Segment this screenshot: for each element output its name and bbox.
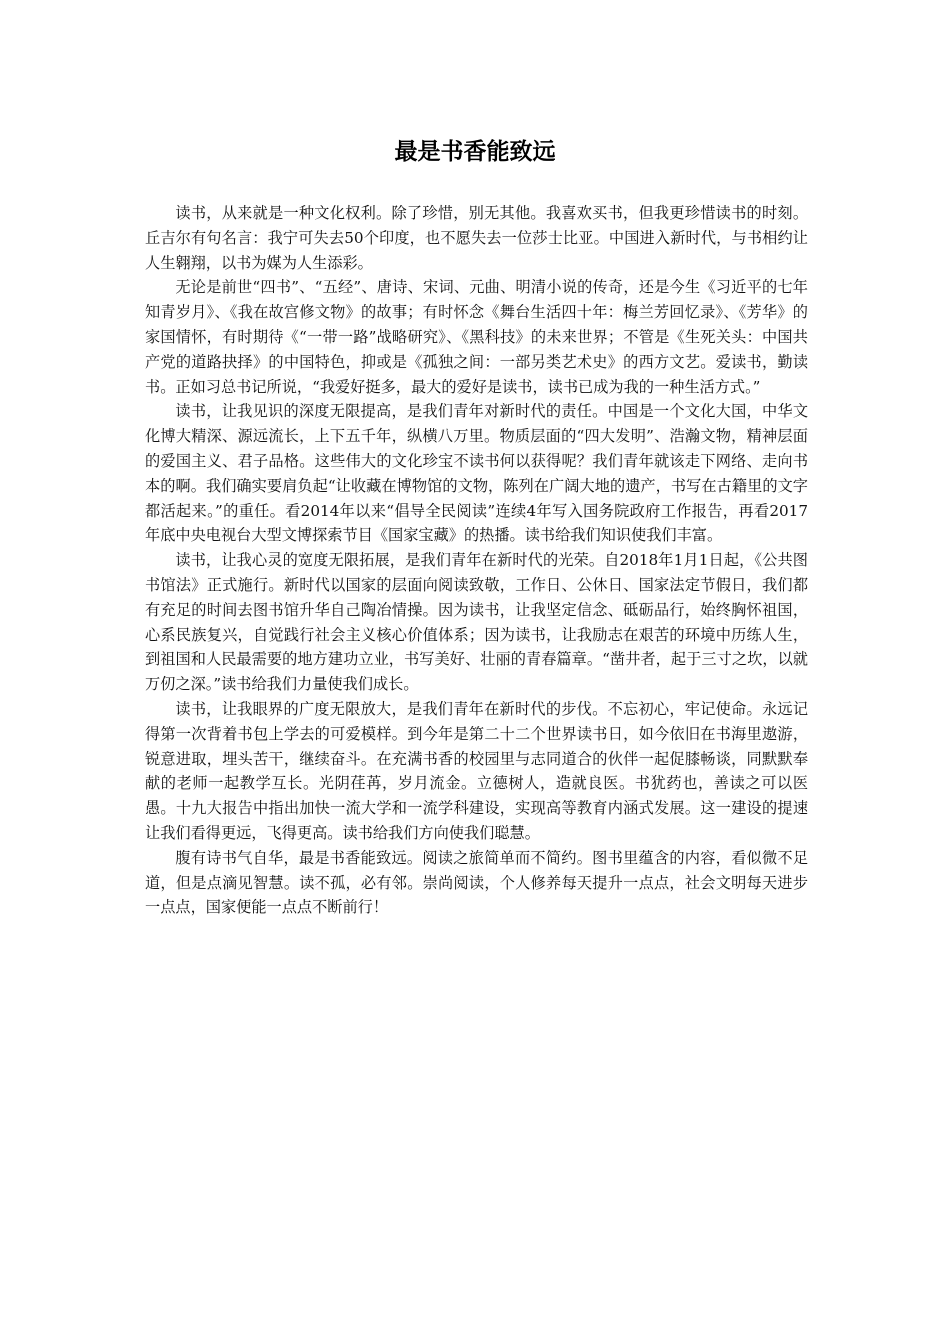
paragraph-6: 腹有诗书气自华，最是书香能致远。阅读之旅简单而不简约。图书里蕴含的内容，看似微不足道，但是点滴见智慧。读不孤，必有邻。崇尚阅读，个人修养每天提升一点点，社会文明每天进步一点点，国家便能一点点不断前行！ [145, 848, 808, 917]
document-title: 最是书香能致远 [394, 138, 556, 165]
document-body [145, 201, 808, 920]
paragraph-2: 无论是前世“四书”、“五经”、唐诗、宋词、元曲、明清小说的传奇，还是今生《习近平的七年知青岁月》、《我在故宫修文物》的故事；有时怀念《舞台生活四十年：梅兰芳回忆录》、《芳华》的家国情怀，有时期待《“一带一路”战略研究》、《黑科技》的未来世界；不管是《生死关头：中国共产党的道路抉择》的中国特色，抑或是《孤独之间：一部另类艺术史》的西方文艺。爱读书，勤读书。正如习总书记所说，“我爱好挺多，最大的爱好是读书，读书已成为我的一种生活方式。” [145, 278, 808, 396]
paragraph-1: 读书，从来就是一种文化权利。除了珍惜，别无其他。我喜欢买书，但我更珍惜读书的时刻。丘吉尔有句名言：我宁可失去50个印度，也不愿失去一位莎士比亚。中国进入新时代，与书相约让人生翱翔，以书为媒为人生添彩。 [145, 204, 808, 272]
paragraph-4: 读书，让我心灵的宽度无限拓展，是我们青年在新时代的光荣。自2018年1月1日起，《公共图书馆法》正式施行。新时代以国家的层面向阅读致敬，工作日、公休日、国家法定节假日，我们都有充足的时间去图书馆升华自己陶冶情操。因为读书，让我坚定信念、砥砺品行，始终胸怀祖国，心系民族复兴，自觉践行社会主义核心价值体系；因为读书，让我励志在艰苦的环境中历练人生，到祖国和人民最需要的地方建功立业，书写美好、壮丽的青春篇章。“凿井者，起于三寸之坎，以就万仞之深。”读书给我们力量使我们成长。 [145, 551, 808, 694]
paragraph-5: 读书，让我眼界的广度无限放大，是我们青年在新时代的步伐。不忘初心，牢记使命。永远记得第一次背着书包上学去的可爱模样。到今年是第二十二个世界读书日，如今依旧在书海里遨游，锐意进取，埋头苦干，继续奋斗。在充满书香的校园里与志同道合的伙伴一起促膝畅谈，同默默奉献的老师一起教学互长。光阴荏苒，岁月流金。立德树人，造就良医。书犹药也，善读之可以医愚。十九大报告中指出加快一流大学和一流学科建设，实现高等教育内涵式发展。这一建设的提速让我们看得更远，飞得更高。读书给我们方向使我们聪慧。 [145, 699, 808, 842]
paragraph-3: 读书，让我见识的深度无限提高，是我们青年对新时代的责任。中国是一个文化大国，中华文化博大精深、源远流长，上下五千年，纵横八万里。物质层面的“四大发明”、浩瀚文物，精神层面的爱国主义、君子品格。这些伟大的文化珍宝不读书何以获得呢？我们青年就该走下网络、走向书本的啊。我们确实要肩负起“让收藏在博物馆的文物，陈列在广阔大地的遗产，书写在古籍里的文字都活起来。”的重任。看2014年以来“倡导全民阅读”连续4年写入国务院政府工作报告，再看2017年底中央电视台大型文博探索节目《国家宝藏》的热播。读书给我们知识使我们丰富。 [145, 402, 808, 545]
